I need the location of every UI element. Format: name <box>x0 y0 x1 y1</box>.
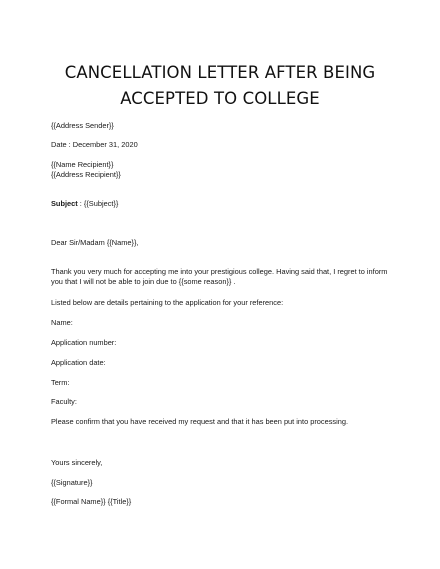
confirm-request: Please confirm that you have received my request and that it has been put into processing. <box>51 417 349 426</box>
field-application-number: Application number: <box>51 338 117 347</box>
closing: Yours sincerely, <box>51 458 103 467</box>
field-name: Name: <box>51 318 73 327</box>
field-term: Term: <box>51 378 70 387</box>
body-paragraph: Thank you very much for accepting me into your prestigious college. Having said that, I regret to inform you that I will not be able to join due to {{some reason}} . <box>51 267 388 286</box>
subject-line <box>51 199 118 208</box>
subject-label: Subject <box>51 199 78 208</box>
subject-value: : {{Subject}} <box>77 199 119 208</box>
address-sender: {{Address Sender}} <box>51 121 114 130</box>
address-recipient: {{Address Recipient}} <box>51 170 121 179</box>
details-intro: Listed below are details pertaining to the application for your reference: <box>51 298 284 307</box>
letter-title-line-2: ACCEPTED TO COLLEGE <box>120 89 320 108</box>
field-application-date: Application date: <box>51 358 106 367</box>
salutation: Dear Sir/Madam {{Name}}, <box>51 238 139 247</box>
letter-title-line-1: CANCELLATION LETTER AFTER BEING <box>64 63 376 82</box>
field-faculty: Faculty: <box>51 397 77 406</box>
formal-name-title: {{Formal Name}} {{Title}} <box>51 497 132 506</box>
name-recipient: {{Name Recipient}} <box>51 160 114 169</box>
signature: {{Signature}} <box>51 478 93 487</box>
letter-date: Date : December 31, 2020 <box>51 140 138 149</box>
